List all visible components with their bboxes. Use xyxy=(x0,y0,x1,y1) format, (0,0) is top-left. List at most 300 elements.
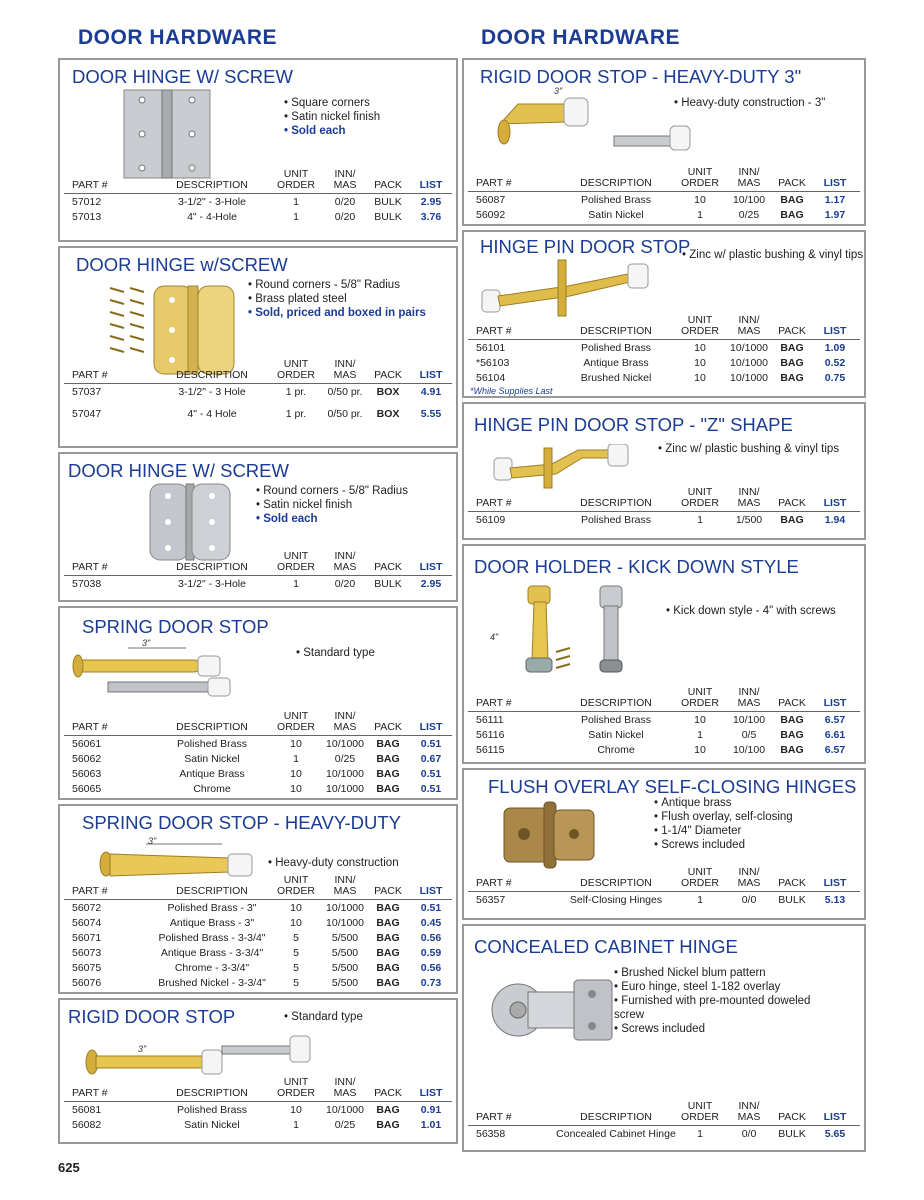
concealed-hinge-image xyxy=(488,966,618,1052)
feature-list xyxy=(268,856,399,870)
column-header-part: PART # xyxy=(476,497,512,509)
feature-item: • Antique brass xyxy=(654,796,793,810)
feature-list xyxy=(248,278,426,320)
table-row xyxy=(468,340,860,355)
cell-unit: 1 xyxy=(697,894,703,906)
table-row xyxy=(64,960,452,975)
price-table xyxy=(468,688,860,757)
cell-unit: 1 xyxy=(293,211,299,223)
dimension-label: 4" xyxy=(490,632,499,642)
feature-item: • 1-1/4" Diameter xyxy=(654,824,793,838)
column-header-part: PART # xyxy=(72,885,108,897)
cell-inn: 0/50 pr. xyxy=(327,408,363,420)
cell-list: 0.75 xyxy=(824,372,846,384)
table-header xyxy=(64,170,452,194)
cell-unit: 10 xyxy=(290,902,302,914)
cell-list: 0.56 xyxy=(420,932,442,944)
table-header xyxy=(468,1102,860,1126)
table-row xyxy=(64,766,452,781)
column-header-list: LIST xyxy=(419,885,443,897)
cell-part: 56357 xyxy=(476,894,506,906)
left-page-header: DOOR HARDWARE xyxy=(78,26,277,49)
cell-part: 56082 xyxy=(72,1119,102,1131)
column-header-list: LIST xyxy=(419,1087,443,1099)
price-table xyxy=(468,488,860,527)
column-header-desc: DESCRIPTION xyxy=(176,179,248,191)
cell-pack: BOX xyxy=(376,386,400,398)
cell-list: 0.45 xyxy=(420,917,442,929)
cell-part: 56115 xyxy=(476,744,505,756)
kick-down-holder-image xyxy=(504,582,654,682)
section-title: CONCEALED CABINET HINGE xyxy=(474,936,738,957)
cell-desc: Polished Brass xyxy=(580,342,652,354)
cell-pack: BULK xyxy=(374,578,402,590)
feature-item: • Euro hinge, steel 1-182 overlay xyxy=(614,980,834,994)
table-header xyxy=(64,1078,452,1102)
cell-inn: 10/100 xyxy=(732,714,766,726)
cell-pack: BULK xyxy=(778,1128,806,1140)
feature-item: • Square corners xyxy=(284,96,380,110)
cell-unit: 10 xyxy=(694,357,706,369)
cell-inn: 0/20 xyxy=(334,196,356,208)
cell-unit: 1 xyxy=(697,209,703,221)
cell-list: 5.55 xyxy=(420,408,442,420)
cell-part: 56081 xyxy=(72,1104,102,1116)
table-row xyxy=(64,900,452,915)
section-door-hinge-brass xyxy=(58,246,458,448)
column-header-inn: INN/ MAS xyxy=(333,168,357,191)
cell-part: 56358 xyxy=(476,1128,506,1140)
column-header-inn: INN/ MAS xyxy=(737,686,761,709)
cell-inn: 10/1000 xyxy=(326,902,364,914)
table-row xyxy=(64,406,452,428)
cell-list: 1.09 xyxy=(824,342,846,354)
dimension-label: 3" xyxy=(554,86,563,96)
table-row xyxy=(64,1102,452,1117)
spring-door-stop-image xyxy=(68,642,238,702)
cell-pack: BAG xyxy=(376,768,400,780)
cell-inn: 0/0 xyxy=(741,1128,757,1140)
cell-part: 56087 xyxy=(476,194,506,206)
feature-item: • Brushed Nickel blum pattern xyxy=(614,966,834,980)
cell-inn: 10/1000 xyxy=(326,768,364,780)
feature-item: • Heavy-duty construction xyxy=(268,856,399,870)
table-row xyxy=(64,209,452,224)
column-header-desc: DESCRIPTION xyxy=(580,325,652,337)
cell-list: 6.61 xyxy=(824,729,846,741)
column-header-unit: UNIT ORDER xyxy=(277,1076,315,1099)
table-row xyxy=(468,192,860,207)
cell-pack: BAG xyxy=(376,1119,400,1131)
price-table xyxy=(64,360,452,428)
column-header-pack: PACK xyxy=(374,721,402,733)
feature-item: • Round corners - 5/8" Radius xyxy=(256,484,408,498)
cell-unit: 5 xyxy=(293,962,299,974)
section-rigid-door-stop-heavy xyxy=(462,58,866,226)
cell-desc: Polished Brass xyxy=(580,714,652,726)
section-title: HINGE PIN DOOR STOP xyxy=(480,236,691,257)
cell-desc: Brushed Nickel - 3-3/4" xyxy=(158,977,266,989)
cell-desc: Concealed Cabinet Hinge xyxy=(556,1128,676,1140)
column-header-pack: PACK xyxy=(374,179,402,191)
cell-desc: Antique Brass - 3-3/4" xyxy=(160,947,264,959)
cell-pack: BAG xyxy=(780,729,804,741)
cell-pack: BAG xyxy=(376,902,400,914)
feature-item: • Flush overlay, self-closing xyxy=(654,810,793,824)
price-table xyxy=(64,170,452,224)
table-row xyxy=(64,194,452,209)
cell-list: 1.01 xyxy=(420,1119,442,1131)
section-title: FLUSH OVERLAY SELF-CLOSING HINGES xyxy=(488,776,857,797)
column-header-list: LIST xyxy=(823,325,847,337)
cell-list: 4.91 xyxy=(420,386,442,398)
section-door-holder-kick-down xyxy=(462,544,866,764)
cell-unit: 5 xyxy=(293,947,299,959)
cell-inn: 10/100 xyxy=(732,744,766,756)
cell-part: 56074 xyxy=(72,917,102,929)
table-row xyxy=(64,751,452,766)
cell-inn: 10/1000 xyxy=(730,357,768,369)
column-header-inn: INN/ MAS xyxy=(737,166,761,189)
table-header xyxy=(64,712,452,736)
column-header-list: LIST xyxy=(823,697,847,709)
price-table xyxy=(468,316,860,385)
cell-pack: BAG xyxy=(376,738,400,750)
section-title: RIGID DOOR STOP - HEAVY-DUTY 3" xyxy=(480,66,802,87)
column-header-unit: UNIT ORDER xyxy=(681,1100,719,1123)
cell-desc: Chrome xyxy=(597,744,635,756)
cell-desc: Chrome - 3-3/4" xyxy=(174,962,250,974)
feature-list xyxy=(674,96,825,110)
table-header xyxy=(468,688,860,712)
cell-unit: 1 xyxy=(697,729,703,741)
column-header-pack: PACK xyxy=(778,325,806,337)
feature-item: • Screws included xyxy=(614,1022,834,1036)
cell-desc: 4" - 4 Hole xyxy=(187,408,237,420)
cell-unit: 10 xyxy=(694,194,706,206)
cell-part: 57012 xyxy=(72,196,102,208)
cell-part: 56111 xyxy=(476,714,504,726)
section-title: DOOR HINGE w/SCREW xyxy=(76,254,288,275)
column-header-pack: PACK xyxy=(374,561,402,573)
column-header-part: PART # xyxy=(72,179,108,191)
section-spring-door-stop xyxy=(58,606,458,800)
right-page-header: DOOR HARDWARE xyxy=(481,26,680,49)
self-closing-hinge-image xyxy=(500,800,600,870)
cell-pack: BAG xyxy=(780,342,804,354)
table-row xyxy=(64,930,452,945)
cell-desc: 4" - 4-Hole xyxy=(187,211,237,223)
cell-list: 0.91 xyxy=(420,1104,442,1116)
feature-item: • Kick down style - 4" with screws xyxy=(666,604,836,618)
cell-desc: Polished Brass xyxy=(580,514,652,526)
feature-item: • Round corners - 5/8" Radius xyxy=(248,278,426,292)
left-column xyxy=(58,58,458,1148)
column-header-inn: INN/ MAS xyxy=(333,1076,357,1099)
cell-inn: 5/500 xyxy=(331,977,359,989)
column-header-unit: UNIT ORDER xyxy=(681,166,719,189)
cell-unit: 10 xyxy=(290,1104,302,1116)
feature-list xyxy=(682,248,863,262)
column-header-inn: INN/ MAS xyxy=(333,710,357,733)
cell-inn: 10/1000 xyxy=(326,738,364,750)
cell-desc: Self-Closing Hinges xyxy=(569,894,663,906)
cell-desc: Satin Nickel xyxy=(588,729,644,741)
feature-list xyxy=(666,604,836,618)
cell-inn: 5/500 xyxy=(331,932,359,944)
cell-pack: BAG xyxy=(376,932,400,944)
feature-list xyxy=(256,484,408,526)
cell-part: 56071 xyxy=(72,932,102,944)
rigid-door-stop-image xyxy=(82,1028,322,1082)
column-header-inn: INN/ MAS xyxy=(737,314,761,337)
cell-desc: Polished Brass xyxy=(176,738,248,750)
cell-list: 2.95 xyxy=(420,196,442,208)
cell-inn: 5/500 xyxy=(331,962,359,974)
cell-list: 0.59 xyxy=(420,947,442,959)
cell-list: 5.13 xyxy=(824,894,846,906)
cell-desc: Brushed Nickel xyxy=(580,372,652,384)
cell-inn: 1/500 xyxy=(735,514,763,526)
column-header-list: LIST xyxy=(419,369,443,381)
table-row xyxy=(468,742,860,757)
cell-desc: Chrome xyxy=(193,783,231,795)
cell-part: 56062 xyxy=(72,753,102,765)
column-header-unit: UNIT ORDER xyxy=(681,866,719,889)
cell-inn: 0/0 xyxy=(741,894,757,906)
table-row xyxy=(64,1117,452,1132)
hinge-pin-z-image xyxy=(492,444,632,492)
feature-list xyxy=(284,1010,363,1024)
feature-list xyxy=(658,442,839,456)
cell-pack: BAG xyxy=(376,753,400,765)
cell-inn: 10/1000 xyxy=(326,1104,364,1116)
column-header-desc: DESCRIPTION xyxy=(580,1111,652,1123)
table-header xyxy=(468,168,860,192)
cell-pack: BAG xyxy=(376,977,400,989)
column-header-list: LIST xyxy=(823,497,847,509)
column-header-list: LIST xyxy=(823,1111,847,1123)
column-header-unit: UNIT ORDER xyxy=(277,710,315,733)
cell-list: 0.51 xyxy=(420,783,442,795)
column-header-inn: INN/ MAS xyxy=(333,550,357,573)
cell-list: 0.52 xyxy=(824,357,846,369)
table-row xyxy=(64,576,452,591)
feature-list xyxy=(614,966,834,1036)
cell-unit: 1 xyxy=(697,1128,703,1140)
cell-desc: Antique Brass xyxy=(583,357,649,369)
column-header-part: PART # xyxy=(476,325,512,337)
cell-desc: Polished Brass xyxy=(176,1104,248,1116)
cell-part: 56101 xyxy=(476,342,506,354)
column-header-unit: UNIT ORDER xyxy=(277,168,315,191)
cell-part: 56076 xyxy=(72,977,102,989)
cell-pack: BULK xyxy=(778,894,806,906)
column-header-part: PART # xyxy=(72,721,108,733)
cell-list: 6.57 xyxy=(824,714,846,726)
column-header-desc: DESCRIPTION xyxy=(176,561,248,573)
section-title: DOOR HINGE W/ SCREW xyxy=(72,66,293,87)
table-row xyxy=(468,370,860,385)
cell-list: 5.65 xyxy=(824,1128,846,1140)
table-row xyxy=(64,736,452,751)
cell-inn: 10/100 xyxy=(732,194,766,206)
feature-item: • Standard type xyxy=(296,646,375,660)
cell-part: 57037 xyxy=(72,386,102,398)
cell-unit: 10 xyxy=(694,342,706,354)
cell-desc: 3-1/2" - 3 Hole xyxy=(178,386,246,398)
price-table xyxy=(64,876,452,990)
cell-inn: 0/25 xyxy=(334,1119,356,1131)
cell-desc: Antique Brass xyxy=(179,768,245,780)
feature-item: • Furnished with pre-mounted doweled screw xyxy=(614,994,834,1022)
cell-unit: 1 xyxy=(293,753,299,765)
cell-inn: 10/1000 xyxy=(730,342,768,354)
heavy-rigid-stop-image xyxy=(494,96,694,156)
table-row xyxy=(468,727,860,742)
cell-desc: 3-1/2" - 3-Hole xyxy=(178,578,246,590)
feature-item: • Satin nickel finish xyxy=(284,110,380,124)
column-header-unit: UNIT ORDER xyxy=(277,358,315,381)
price-table xyxy=(64,1078,452,1132)
cell-unit: 10 xyxy=(694,744,706,756)
column-header-unit: UNIT ORDER xyxy=(681,686,719,709)
table-row xyxy=(468,1126,860,1141)
feature-item: • Brass plated steel xyxy=(248,292,426,306)
column-header-pack: PACK xyxy=(778,497,806,509)
column-header-list: LIST xyxy=(419,179,443,191)
price-table xyxy=(64,712,452,796)
cell-pack: BAG xyxy=(780,714,804,726)
cell-list: 0.51 xyxy=(420,768,442,780)
cell-unit: 5 xyxy=(293,932,299,944)
cell-pack: BAG xyxy=(780,209,804,221)
cell-unit: 10 xyxy=(694,714,706,726)
section-title: SPRING DOOR STOP - HEAVY-DUTY xyxy=(82,812,402,833)
cell-unit: 10 xyxy=(290,917,302,929)
cell-part: 57013 xyxy=(72,211,102,223)
cell-inn: 0/20 xyxy=(334,578,356,590)
table-header xyxy=(64,360,452,384)
table-header xyxy=(468,316,860,340)
cell-unit: 1 xyxy=(293,196,299,208)
cell-part: 56072 xyxy=(72,902,102,914)
cell-unit: 10 xyxy=(290,738,302,750)
section-title: SPRING DOOR STOP xyxy=(82,616,269,637)
section-title: RIGID DOOR STOP xyxy=(68,1006,236,1027)
cell-pack: BAG xyxy=(780,744,804,756)
cell-inn: 0/50 pr. xyxy=(327,386,363,398)
table-row xyxy=(64,975,452,990)
cell-desc: Satin Nickel xyxy=(588,209,644,221)
feature-item: • Zinc w/ plastic bushing & vinyl tips xyxy=(658,442,839,456)
cell-list: 6.57 xyxy=(824,744,846,756)
feature-item: • Sold, priced and boxed in pairs xyxy=(248,306,426,320)
page-number: 625 xyxy=(58,1160,80,1175)
cell-desc: Polished Brass - 3-3/4" xyxy=(158,932,266,944)
cell-list: 1.17 xyxy=(824,194,846,206)
dimension-label: 3" xyxy=(148,836,157,846)
cell-pack: BULK xyxy=(374,211,402,223)
cell-inn: 0/25 xyxy=(334,753,356,765)
cell-part: 56073 xyxy=(72,947,102,959)
feature-item: • Standard type xyxy=(284,1010,363,1024)
cell-list: 0.73 xyxy=(420,977,442,989)
column-header-part: PART # xyxy=(476,177,512,189)
dimension-label: 3" xyxy=(142,638,151,648)
price-table xyxy=(468,868,860,907)
cell-part: 56116 xyxy=(476,729,505,741)
column-header-list: LIST xyxy=(419,561,443,573)
cell-pack: BULK xyxy=(374,196,402,208)
hinge-pin-stop-image xyxy=(478,256,658,320)
table-header xyxy=(64,552,452,576)
column-header-desc: DESCRIPTION xyxy=(176,721,248,733)
dimension-label: 3" xyxy=(138,1044,147,1054)
cell-unit: 1 pr. xyxy=(285,386,307,398)
cell-pack: BAG xyxy=(780,372,804,384)
column-header-list: LIST xyxy=(419,721,443,733)
column-header-unit: UNIT ORDER xyxy=(681,314,719,337)
hinge-satin-round-image xyxy=(148,482,232,562)
supply-note: *While Supplies Last xyxy=(470,386,553,396)
cell-pack: BAG xyxy=(376,917,400,929)
column-header-unit: UNIT ORDER xyxy=(277,874,315,897)
cell-part: 57047 xyxy=(72,408,102,420)
column-header-desc: DESCRIPTION xyxy=(176,1087,248,1099)
column-header-unit: UNIT ORDER xyxy=(681,486,719,509)
cell-pack: BAG xyxy=(780,194,804,206)
cell-part: 56065 xyxy=(72,783,102,795)
cell-unit: 5 xyxy=(293,977,299,989)
feature-list xyxy=(284,96,380,138)
table-row xyxy=(64,781,452,796)
cell-list: 0.51 xyxy=(420,902,442,914)
column-header-desc: DESCRIPTION xyxy=(580,177,652,189)
feature-list xyxy=(296,646,375,660)
cell-unit: 1 pr. xyxy=(285,408,307,420)
cell-unit: 1 xyxy=(293,578,299,590)
column-header-inn: INN/ MAS xyxy=(737,866,761,889)
section-door-hinge-satin-round xyxy=(58,452,458,602)
section-title: DOOR HINGE W/ SCREW xyxy=(68,460,289,481)
table-row xyxy=(468,355,860,370)
column-header-unit: UNIT ORDER xyxy=(277,550,315,573)
section-title: DOOR HOLDER - KICK DOWN STYLE xyxy=(474,556,799,577)
cell-inn: 10/1000 xyxy=(730,372,768,384)
section-hinge-pin-door-stop xyxy=(462,230,866,398)
cell-unit: 10 xyxy=(694,372,706,384)
feature-item: • Heavy-duty construction - 3" xyxy=(674,96,825,110)
cell-list: 0.56 xyxy=(420,962,442,974)
cell-pack: BAG xyxy=(376,1104,400,1116)
column-header-part: PART # xyxy=(72,1087,108,1099)
column-header-pack: PACK xyxy=(374,1087,402,1099)
column-header-pack: PACK xyxy=(374,369,402,381)
table-row xyxy=(468,712,860,727)
feature-list xyxy=(654,796,793,852)
cell-part: 56061 xyxy=(72,738,102,750)
cell-inn: 0/20 xyxy=(334,211,356,223)
cell-pack: BOX xyxy=(376,408,400,420)
column-header-desc: DESCRIPTION xyxy=(580,697,652,709)
cell-list: 0.51 xyxy=(420,738,442,750)
column-header-inn: INN/ MAS xyxy=(737,486,761,509)
cell-part: 56092 xyxy=(476,209,506,221)
section-title: HINGE PIN DOOR STOP - "Z" SHAPE xyxy=(474,414,793,435)
cell-pack: BAG xyxy=(376,962,400,974)
table-header xyxy=(468,488,860,512)
